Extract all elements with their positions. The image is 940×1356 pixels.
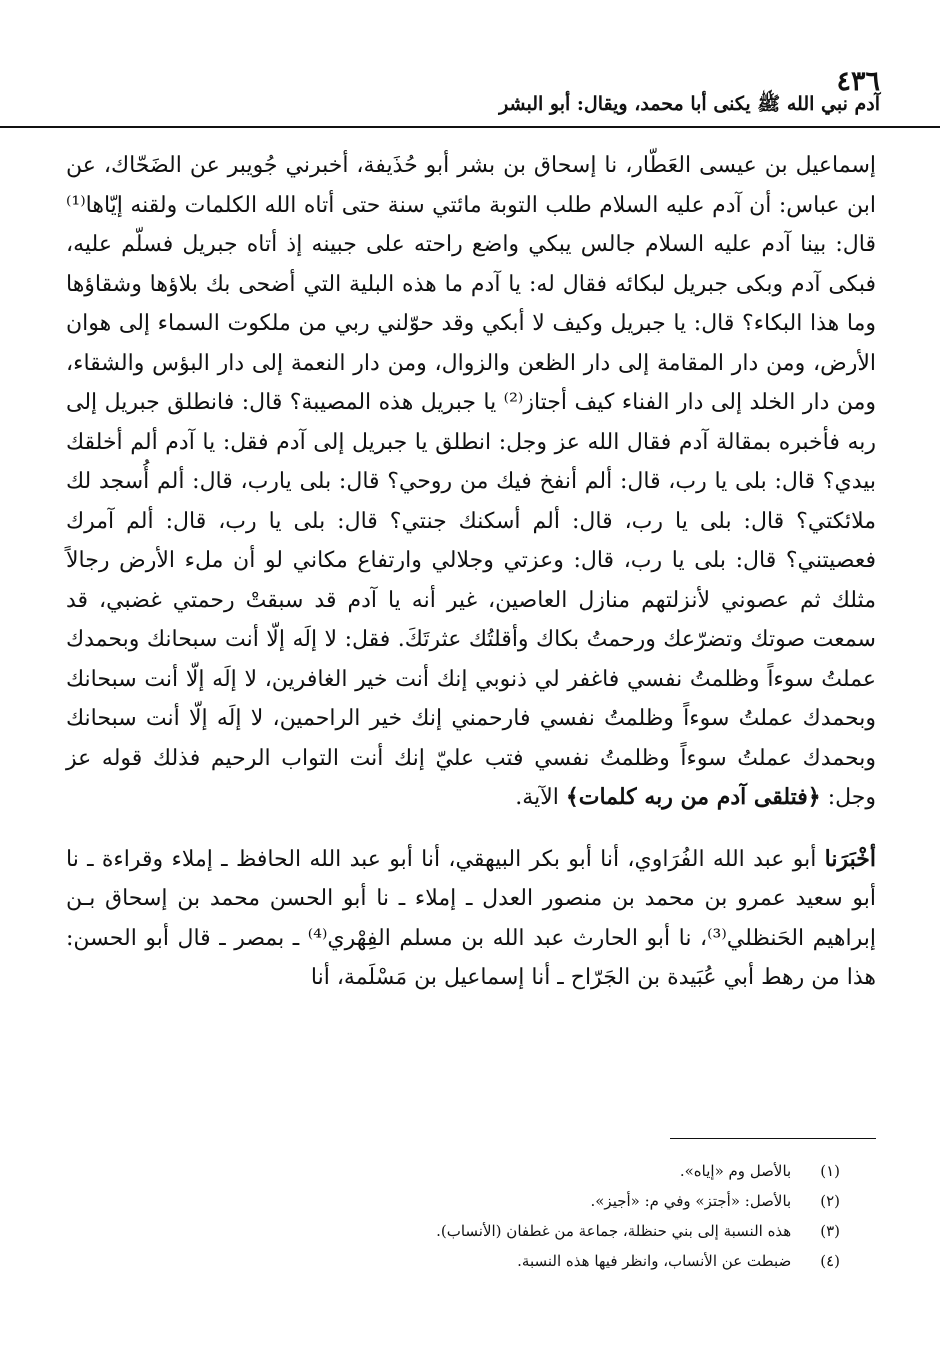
footnote-text: هذه النسبة إلى بني حنظلة، جماعة من غطفان (الأنساب). — [436, 1222, 792, 1240]
running-title: آدم نبي الله ﷺ يكنى أبا محمد، ويقال: أبو البشر — [499, 93, 880, 115]
footnote-divider — [670, 1138, 876, 1139]
footnote-number: (٢) — [820, 1192, 840, 1210]
footnote-number: (١) — [820, 1162, 840, 1180]
footnote — [120, 1216, 840, 1246]
page-number: ٤٣٦ — [836, 66, 880, 97]
quran-verse: ﴿فتلقى آدم من ربه كلمات﴾ — [565, 784, 821, 810]
page-header — [60, 66, 880, 114]
footnote-text: بالأصل: «أجتز» وفي م: «أجيز». — [590, 1192, 792, 1210]
footnote — [120, 1156, 840, 1186]
footnote-text: بالأصل وم «إياه». — [679, 1162, 792, 1180]
footnote-text: ضبطت عن الأنساب، وانظر فيها هذه النسبة. — [517, 1252, 792, 1270]
main-text — [66, 146, 876, 998]
paragraph-text: إسماعيل بن عيسى العَطّار، نا إسحاق بن بشر أبو حُذَيفة، أخبرني جُويبر عن الضَحّاك، عن ابن عباس: أن آدم عليه السلام طلب التوبة مائتي سنة حتى أتاه الله الكلمات ولقنه إيّاها⁽¹⁾ قال: بينا آدم عليه السلام جالس يبكي واضع راحته على جبينه إذ أتاه جبريل فسلّم عليه، فبكى آدم وبكى جبريل لبكائه فقال له: يا آدم ما هذه البلية التي أضحى بك بلاؤها وشقاؤها وما هذا البكاء؟ قال: يا جبريل وكيف لا أبكي وقد حوّلني ربي من ملكوت السماء إلى هوان الأرض، ومن دار المقامة إلى دار الظعن والزوال، ومن دار النعمة إلى دار البؤس والشقاء، ومن دار الخلد إلى دار الفناء كيف أجتاز⁽²⁾ يا جبريل هذه المصيبة؟ قال: فانطلق جبريل إلى ربه فأخبره بمقالة آدم فقال الله عز وجل: انطلق يا جبريل إلى آدم فقل: يا آدم ألم أخلقك بيدي؟ قال: بلى يا رب، قال: ألم أنفخ فيك من روحي؟ قال: بلى يارب، قال: ألم أُسجد لك ملائكتي؟ قال: بلى يا رب، قال: ألم أسكنك جنتي؟ قال: بلى يا رب، قال: ألم آمرك فعصيتني؟ قال: بلى يا رب، قال: وعزتي وجلالي وارتفاع مكاني لو أن ملء الأرض رجالاً مثلك ثم عصوني لأنزلتهم منازل العاصين، غير أنه يا آدم قد سبقتْ رحمتي غضبي، قد سمعت صوتك وتضرّعك ورحمتُ بكاك وأقلتُك عثرتَكَ. فقل: لا إلَه إلّا أنت سبحانك وبحمدك عملتُ سوءاً وظلمتُ نفسي فاغفر لي ذنوبي إنك أنت خير الغافرين، لا إلَه إلّا أنت سبحانك وبحمدك عملتُ سوءاً وظلمتُ نفسي فارحمني إنك خير الراحمين، لا إلَه إلّا أنت سبحانك وبحمدك عملتُ سوءاً وظلمتُ نفسي فتب عليّ إنك أنت التواب الرحيم فذلك قوله عز وجل: — [66, 153, 876, 810]
footnotes — [120, 1156, 840, 1276]
paragraph — [66, 146, 876, 818]
paragraph-text: أبو عبد الله الفُرَاوي، أنا أبو بكر البيهقي، أنا أبو عبد الله الحافظ ـ إملاء وقراءة ـ نا أبو سعيد عمرو بن محمد بن منصور العدل ـ إملاء ـ نا أبو الحسن محمد بن إسحاق بـن إبراهيم الحَنظلي⁽³⁾، نا أبو الحارث عبد الله بن مسلم الفِهْري⁽⁴⁾ ـ بمصر ـ قال أبو الحسن: هذا من رهط أبي عُبَيدة بن الجَرّاح ـ أنا إسماعيل بن مَسْلَمة، أنا — [66, 846, 876, 990]
paragraph-lead: أخْبَرَنا — [824, 845, 876, 872]
footnote — [120, 1186, 840, 1216]
footnote — [120, 1246, 840, 1276]
header-divider — [0, 126, 940, 128]
footnote-number: (٣) — [820, 1222, 840, 1240]
footnote-number: (٤) — [820, 1252, 840, 1270]
paragraph — [66, 840, 876, 998]
paragraph-tail: الآية. — [515, 785, 559, 810]
